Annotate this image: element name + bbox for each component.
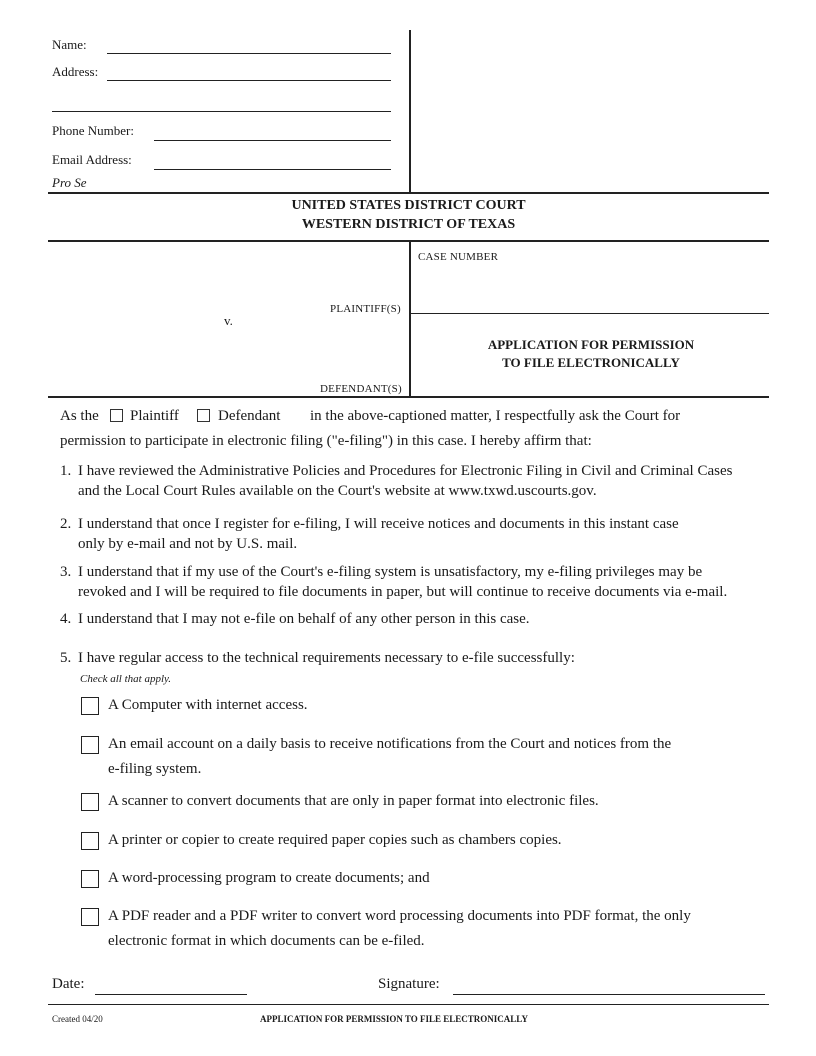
- footer-title: APPLICATION FOR PERMISSION TO FILE ELECTRONICALLY: [260, 1014, 528, 1024]
- defendant-checkbox[interactable]: [197, 409, 210, 422]
- address-label: Address:: [52, 64, 99, 79]
- defendant-option-label: Defendant: [218, 408, 281, 424]
- item-text: I have regular access to the technical requirements necessary to e-file successfully:: [78, 650, 575, 666]
- affirmation-item: [60, 514, 780, 554]
- requirement-text: electronic format in which documents can be e-filed.: [108, 933, 425, 949]
- item-text: I understand that if my use of the Court's e-filing system is unsatisfactory, my e-filing privileges may be: [78, 564, 703, 580]
- item-text: I understand that once I register for e-filing, I will receive notices and documents in this instant case: [78, 516, 679, 532]
- date-field[interactable]: [95, 994, 247, 995]
- item-number: 1.: [60, 463, 72, 479]
- intro-as-the: As the: [60, 408, 99, 424]
- name-field[interactable]: [107, 53, 391, 54]
- printer-checkbox[interactable]: [81, 832, 99, 850]
- address-field-line2[interactable]: [52, 111, 391, 112]
- requirement-text: An email account on a daily basis to receive notifications from the Court and notices from the: [108, 736, 672, 752]
- email-field[interactable]: [154, 169, 391, 170]
- affirmation-item: [60, 461, 780, 501]
- plaintiff-checkbox[interactable]: [110, 409, 123, 422]
- case-number-label: CASE NUMBER: [418, 251, 499, 263]
- name-label: Name:: [52, 37, 87, 52]
- item-number: 3.: [60, 564, 72, 580]
- check-all-note: Check all that apply.: [80, 673, 172, 685]
- requirement-text: A Computer with internet access.: [108, 697, 308, 713]
- pdf-checkbox[interactable]: [81, 908, 99, 926]
- plaintiff-label: PLAINTIFF(S): [330, 303, 401, 315]
- case-number-field[interactable]: [410, 313, 769, 314]
- email-account-checkbox[interactable]: [81, 736, 99, 754]
- intro-line2: permission to participate in electronic filing ("e-filing") in this case. I hereby affirm that:: [60, 433, 592, 449]
- signature-field[interactable]: [453, 994, 765, 995]
- requirement-text: A PDF reader and a PDF writer to convert word processing documents into PDF format, the only: [108, 908, 691, 924]
- versus-label: v.: [224, 313, 233, 328]
- requirement-text: e-filing system.: [108, 761, 202, 777]
- header-divider: [409, 30, 411, 193]
- phone-field[interactable]: [154, 140, 391, 141]
- form-title-line2: TO FILE ELECTRONICALLY: [502, 355, 680, 370]
- item-text: and the Local Court Rules available on the Court's website at www.txwd.uscourts.gov.: [78, 483, 597, 499]
- form-title-line1: APPLICATION FOR PERMISSION: [487, 337, 695, 352]
- affirmation-item: [60, 609, 780, 629]
- word-processing-checkbox[interactable]: [81, 870, 99, 888]
- court-name-line2: WESTERN DISTRICT OF TEXAS: [301, 217, 516, 232]
- requirement-text: A scanner to convert documents that are only in paper format into electronic files.: [108, 793, 599, 809]
- item-text: revoked and I will be required to file documents in paper, but will continue to receive documents via e-mail.: [78, 584, 728, 600]
- address-field-line1[interactable]: [107, 80, 391, 81]
- defendant-label: DEFENDANT(S): [320, 383, 402, 395]
- requirement-text: A printer or copier to create required paper copies such as chambers copies.: [108, 832, 562, 848]
- pro-se-label: Pro Se: [52, 175, 87, 190]
- caption-divider: [409, 241, 411, 397]
- item-number: 2.: [60, 516, 72, 532]
- plaintiff-option-label: Plaintiff: [130, 408, 179, 424]
- item-text: I understand that I may not e-file on behalf of any other person in this case.: [78, 611, 530, 627]
- phone-label: Phone Number:: [52, 123, 134, 138]
- item-number: 4.: [60, 611, 72, 627]
- item-text: I have reviewed the Administrative Policies and Procedures for Electronic Filing in Civil and Criminal Cases: [78, 463, 733, 479]
- intro-line1-rest: in the above-captioned matter, I respectfully ask the Court for: [310, 408, 681, 424]
- scanner-checkbox[interactable]: [81, 793, 99, 811]
- court-name-line1: UNITED STATES DISTRICT COURT: [291, 198, 526, 213]
- caption-rule-bottom: [48, 396, 769, 398]
- date-label: Date:: [52, 976, 85, 992]
- email-label: Email Address:: [52, 152, 132, 167]
- affirmation-item: [60, 562, 780, 602]
- requirement-text: A word-processing program to create documents; and: [108, 870, 430, 886]
- affirmation-item: [60, 648, 780, 668]
- signature-label: Signature:: [378, 976, 440, 992]
- footer-created: Created 04/20: [52, 1014, 103, 1024]
- footer-rule: [48, 1004, 769, 1005]
- computer-checkbox[interactable]: [81, 697, 99, 715]
- item-number: 5.: [60, 650, 72, 666]
- item-text: only by e-mail and not by U.S. mail.: [78, 536, 298, 552]
- court-rule-top: [48, 192, 769, 194]
